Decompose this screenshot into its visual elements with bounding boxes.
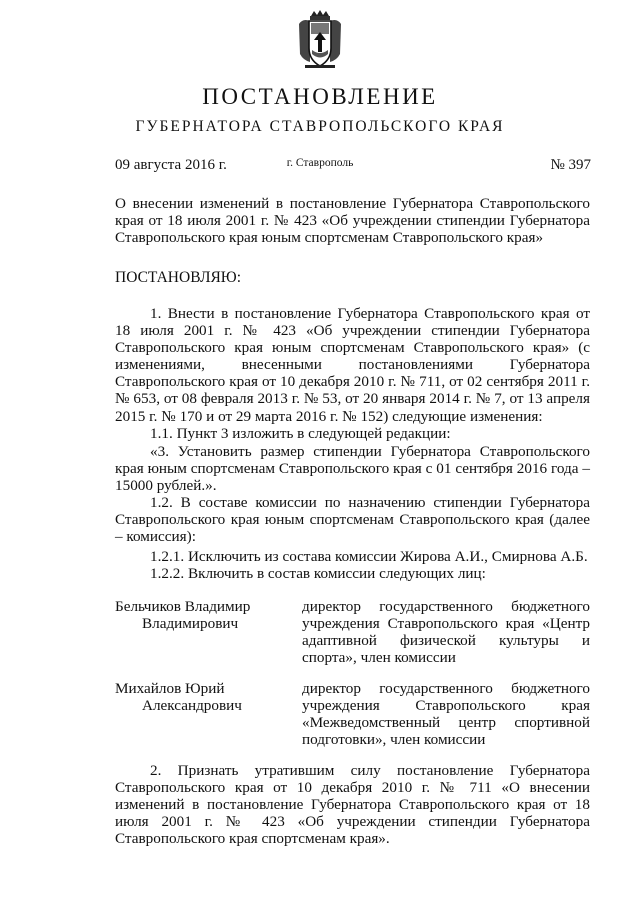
document-subject: О внесении изменений в постановление Губернатора Ставропольского края от 18 июля 2001 г. № 423 «Об учреждении стипендии Губернатора Ставропольского края юным спортсменам Ставропольского края» (115, 195, 590, 247)
item-1: 1. Внести в постановление Губернатора Ставропольского края от 18 июля 2001 г. № 423 «Об учреждении стипендии Губернатора Ставропольского края юным спортсменам Ставропольского края» (с изменениями, внесенными постановлениями Губернатора Ставропольского края от 10 декабря 2010 г. № 711, от 02 сентября 2011 г. № 653, от 08 февраля 2013 г. № 53, от 20 января 2014 г. № 7, от 13 апреля 2015 г. № 170 и от 29 марта 2016 г. № 152) следующие изменения: (115, 305, 590, 425)
decree-word: ПОСТАНОВЛЯЮ: (115, 269, 242, 286)
document-number: № 397 (550, 157, 591, 173)
item-1-2-2: 1.2.2. Включить в состав комиссии следующих лиц: (150, 565, 486, 582)
item-1-1: 1.1. Пункт 3 изложить в следующей редакции: (150, 425, 451, 442)
person-name (115, 598, 290, 632)
document-city: г. Ставрополь (286, 157, 354, 169)
document-date: 09 августа 2016 г. (115, 157, 227, 173)
person-surname: Бельчиков Владимир (115, 598, 251, 615)
person-patronymic: Александрович (142, 697, 242, 715)
coat-of-arms-icon (297, 10, 343, 70)
person-name (115, 680, 290, 714)
document-type: ПОСТАНОВЛЕНИЕ (202, 84, 438, 109)
person-patronymic: Владимирович (142, 615, 239, 633)
item-1-1-quote: «3. Установить размер стипендии Губернатора Ставропольского края юным спортсменам Ставропольского края с 01 сентября 2016 года – 15000 рублей.». (115, 443, 590, 495)
issuer-title: ГУБЕРНАТОРА СТАВРОПОЛЬСКОГО КРАЯ (135, 118, 505, 135)
item-2: 2. Признать утратившим силу постановление Губернатора Ставропольского края от 10 декабря 2010 г. № 711 «О внесении изменений в постановление Губернатора Ставропольского края от 18 июля 2001 г. № 423 «Об учреждении стипендии Губернатора Ставропольского края спортсменам края». (115, 762, 590, 848)
person-role: директор государственного бюджетного учреждения Ставропольского края «Межведомственный центр спортивной подготовки», член комиссии (302, 680, 590, 749)
item-1-2-1: 1.2.1. Исключить из состава комиссии Жирова А.И., Смирнова А.Б. (150, 548, 588, 565)
person-surname: Михайлов Юрий (115, 680, 225, 697)
item-1-2: 1.2. В составе комиссии по назначению стипендии Губернатора Ставропольского края юным спортсменам Ставропольского края (далее – комиссия): (115, 494, 590, 546)
person-role: директор государственного бюджетного учреждения Ставропольского края «Центр адаптивной физической культуры и спорта», член комиссии (302, 598, 590, 667)
